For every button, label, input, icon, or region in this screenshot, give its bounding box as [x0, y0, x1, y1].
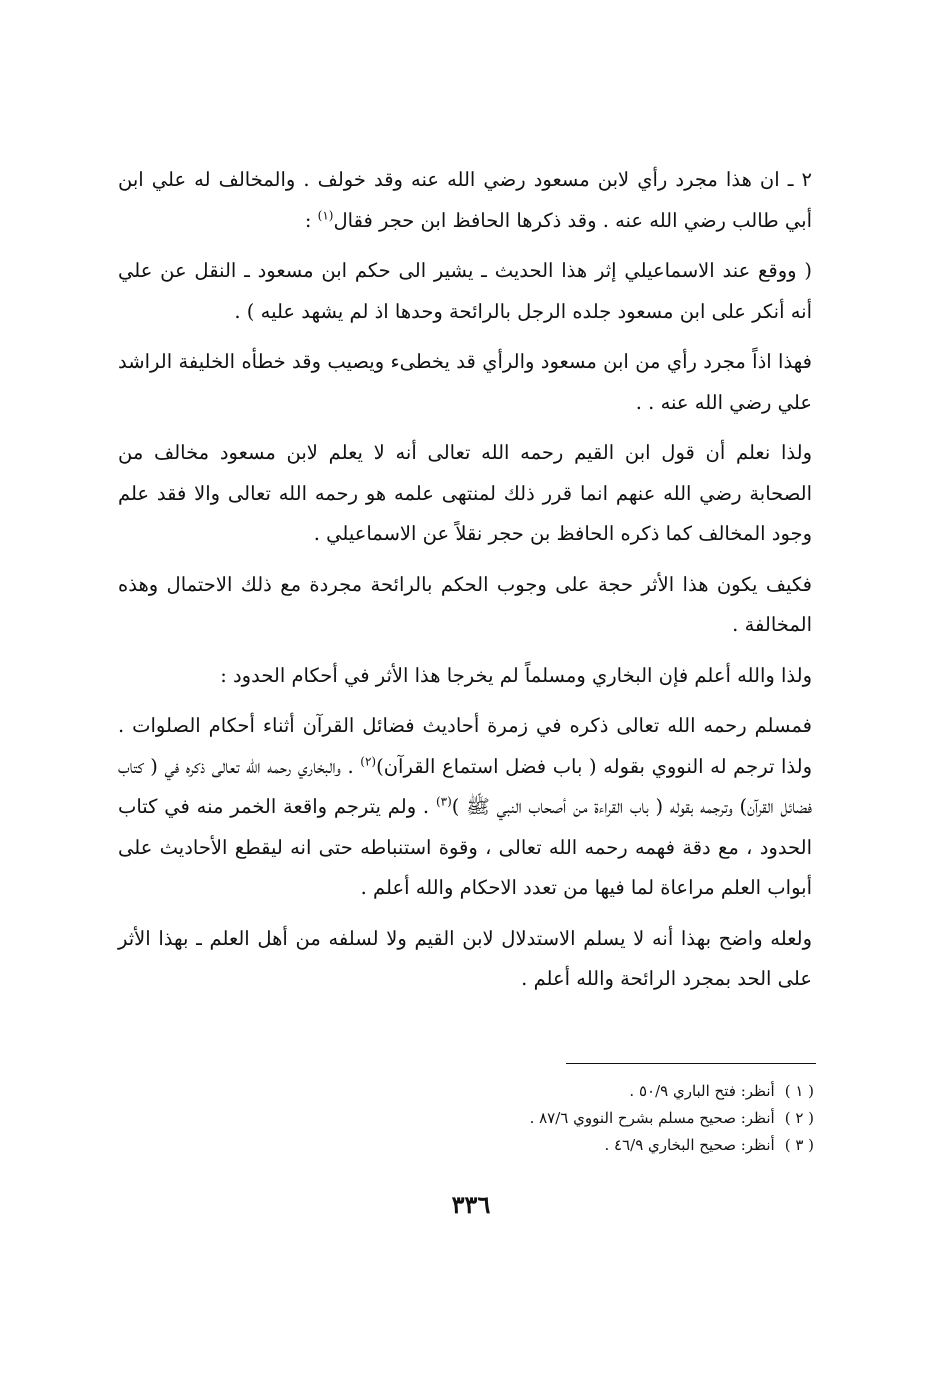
- footnote-3-text: أنظر: صحيح البخاري ٤٦/٩ .: [604, 1136, 775, 1154]
- paragraph-1-text: ٢ ـ ان هذا مجرد رأي لابن مسعود رضي الله عنه وقد خولف . والمخالف له علي ابن أبي طالب رضي الله عنه . وقد ذكرها الحافظ ابن حجر فقال: [118, 168, 812, 232]
- footnote-1-number: ( ١ ): [784, 1082, 814, 1100]
- paragraph-4: [118, 433, 812, 555]
- paragraph-7-text: فمسلم رحمه الله تعالى ذكره في زمرة أحاديث فضائل القرآن أثناء أحكام الصلوات . ولذا ترجم له النووي بقوله ( باب فضل استماع القرآن): [118, 714, 812, 778]
- paragraph-3: [118, 342, 812, 423]
- footnote-3: [300, 1132, 814, 1159]
- paragraph-8: [118, 919, 812, 1000]
- footnote-3-number: ( ٣ ): [784, 1136, 814, 1154]
- footnote-ref-3: (٣): [435, 794, 452, 809]
- footnote-ref-1: (١): [317, 208, 334, 222]
- paragraph-5-text: فكيف يكون هذا الأثر حجة على وجوب الحكم بالرائحة مجردة مع ذلك الاحتمال وهذه المخالفة .: [118, 572, 812, 636]
- paragraph-7-tail-2: . ولم يترجم واقعة الخمر منه في كتاب الحدود ، مع دقة فهمه رحمه الله تعالى ، وقوة استنباطه حتى انه ليقطع الأحاديث على أبواب العلم مراعاة لما فيها من تعدد الاحكام والله أعلم .: [118, 795, 812, 899]
- paragraph-6: [118, 656, 812, 697]
- paragraph-2-text: ( ووقع عند الاسماعيلي إثر هذا الحديث ـ يشير الى حكم ابن مسعود ـ النقل عن علي أنه أنكر على ابن مسعود جلده الرجل بالرائحة وحدها اذ لم يشهد عليه ) .: [118, 259, 812, 323]
- page-number: ٣٣٦: [451, 1190, 491, 1219]
- main-text: [118, 160, 812, 1010]
- paragraph-4-text: ولذا نعلم أن قول ابن القيم رحمه الله تعالى أنه لا يعلم لابن مسعود مخالف من الصحابة رضي الله عنهم انما قرر ذلك لمنتهى علمه هو رحمه الله تعالى والا فقد علم وجود المخالف كما ذكره الحافظ بن حجر نقلاً عن الاسماعيلي .: [118, 441, 812, 545]
- footnotes: [300, 1078, 814, 1159]
- paragraph-1: [118, 160, 812, 241]
- paragraph-6-text: ولذا والله أعلم فإن البخاري ومسلماً لم يخرجا هذا الأثر في أحكام الحدود :: [220, 663, 812, 687]
- paragraph-7: [118, 706, 812, 909]
- footnote-1-text: أنظر: فتح الباري ٥٠/٩ .: [629, 1082, 775, 1100]
- footnote-divider: [566, 1063, 816, 1064]
- footnote-2: [300, 1105, 814, 1132]
- paragraph-7-tail: . والبخاري رحمه الله تعالى ذكره في ( كتاب فضائل القرآن) وترجمه بقوله ( باب القراءة من أصحاب النبي ﷺ ): [118, 754, 812, 818]
- paragraph-8-text: ولعله واضح بهذا أنه لا يسلم الاستدلال لابن القيم ولا لسلفه من أهل العلم ـ بهذا الأثر على الحد بمجرد الرائحة والله أعلم .: [118, 926, 812, 990]
- paragraph-1-tail: :: [304, 208, 318, 232]
- footnote-2-text: أنظر: صحيح مسلم بشرح النووي ٨٧/٦ .: [529, 1109, 775, 1127]
- footnote-1: [300, 1078, 814, 1105]
- paragraph-2: [118, 251, 812, 332]
- footnote-2-number: ( ٢ ): [784, 1109, 814, 1127]
- footnote-ref-2: (٢): [360, 754, 377, 768]
- paragraph-3-text: فهذا اذاً مجرد رأي من ابن مسعود والرأي قد يخطىء ويصيب وقد خطأه الخليفة الراشد علي رضي الله عنه . .: [118, 350, 812, 414]
- paragraph-5: [118, 565, 812, 646]
